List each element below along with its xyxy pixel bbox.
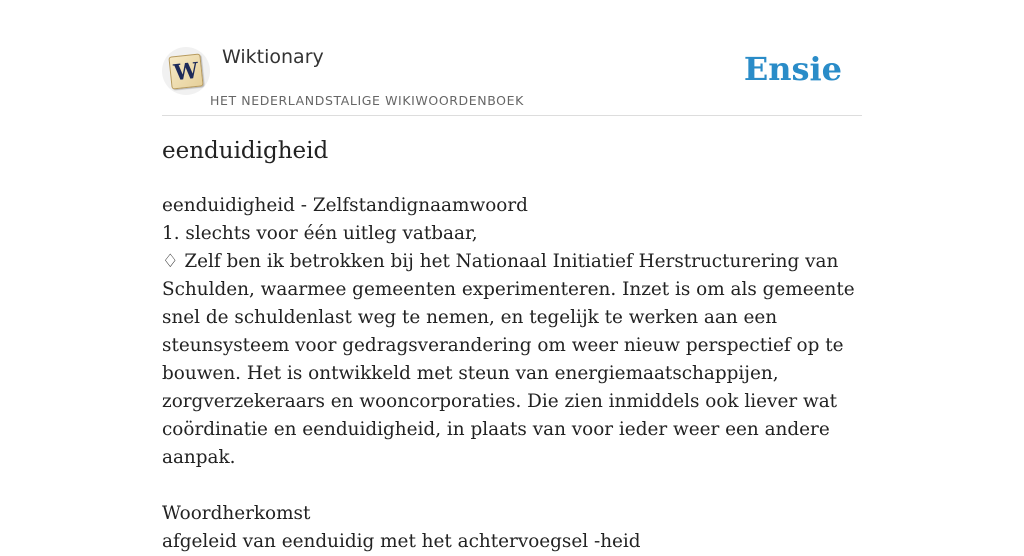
etymology-text: afgeleid van eenduidig met het achtervoegsel -heid xyxy=(162,531,641,552)
ensie-brand-link[interactable]: Ensie xyxy=(743,50,842,88)
page-title: eenduidigheid xyxy=(162,138,329,164)
spacer xyxy=(162,472,862,500)
example-quote: ♢ Zelf ben ik betrokken bij het Nationaal Initiatief Herstructurering van Schulden, waarmee gemeenten experimenteren. Inzet is om als gemeente snel de schuldenlast weg te nemen, en tegelijk te werken aan een steunsysteem voor gedragsverandering om weer nieuw perspectief op te bouwen. Het is ontwikkeld met steun van energiemaatschappijen, zorgverzekeraars en wooncorporaties. Die zien inmiddels ook liever wat coördinatie en eenduidigheid, in plaats van voor ieder weer een andere aanpak. xyxy=(162,251,855,468)
etymology-heading: Woordherkomst xyxy=(162,503,311,524)
logo-letter: W xyxy=(172,57,200,86)
part-of-speech-line: eenduidigheid - Zelfstandignaamwoord xyxy=(162,195,528,216)
header-divider xyxy=(162,115,862,116)
wiktionary-logo-tile-icon xyxy=(168,53,203,89)
entry-content xyxy=(162,192,862,556)
site-tagline: HET NEDERLANDSTALIGE WIKIWOORDENBOEK xyxy=(210,93,524,108)
site-name[interactable]: Wiktionary xyxy=(222,46,324,68)
definition-line: 1. slechts voor één uitleg vatbaar, xyxy=(162,223,478,244)
